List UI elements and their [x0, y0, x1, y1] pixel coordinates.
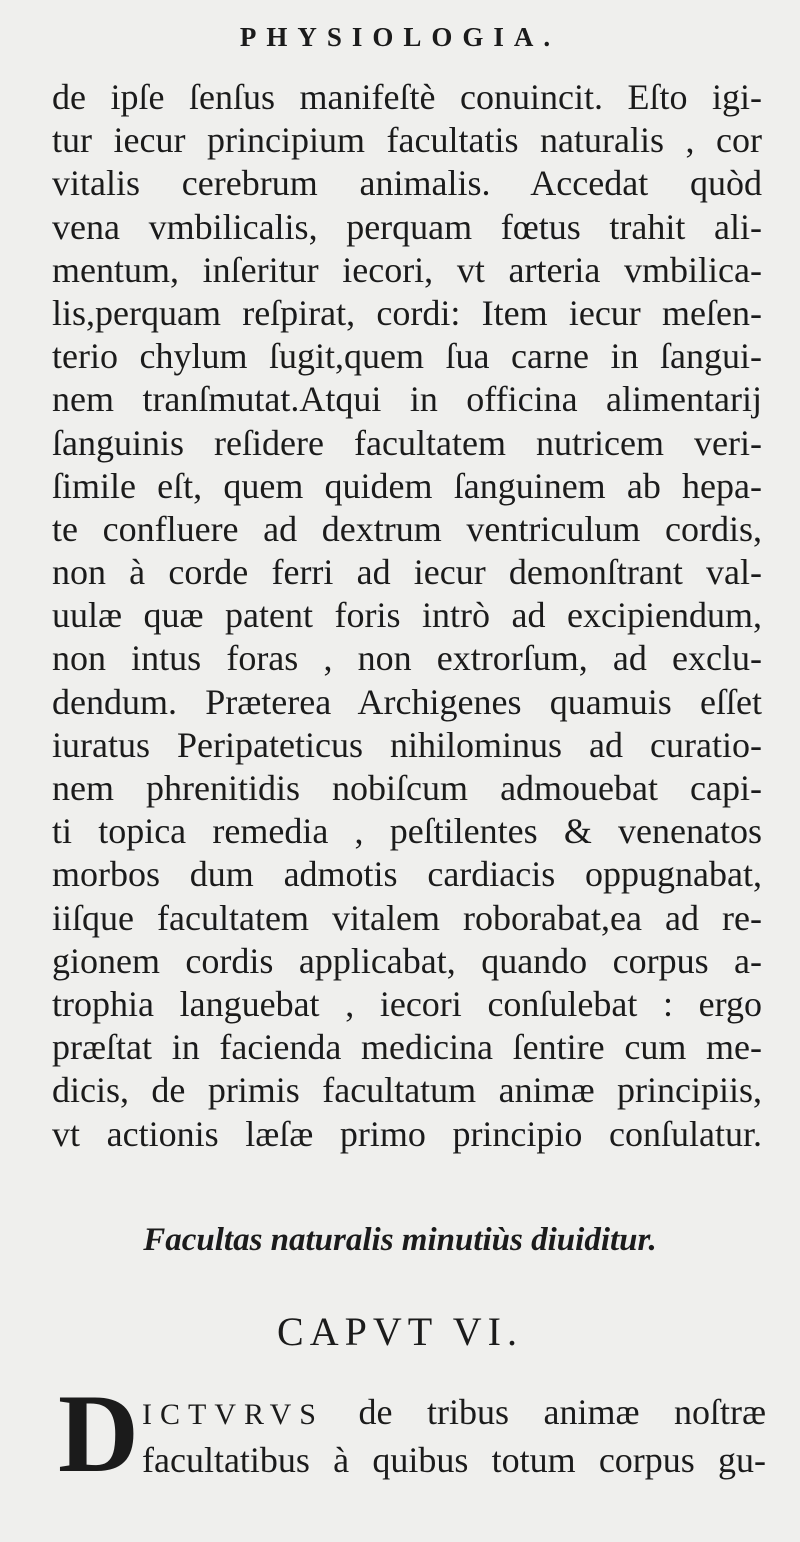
chapter-opening [58, 1372, 768, 1508]
text-line: non intus foras , non extrorſum, ad exclu- [52, 638, 762, 679]
running-head: PHYSIOLOGIA. [239, 22, 561, 52]
text-line: morbos dum admotis cardiacis oppugnabat, [52, 854, 762, 895]
body-text [52, 76, 762, 1156]
chapter-heading: CAPVT VI. [277, 1309, 523, 1354]
text-line: mentum, inſeritur iecori, vt arteria vmbilica- [52, 249, 762, 290]
text-line: iuratus Peripateticus nihilominus ad curatio- [52, 724, 762, 765]
text-line: lis,perquam reſpirat, cordi: Item iecur meſen- [52, 292, 762, 333]
text-line: non à corde ferri ad iecur demonſtrant val- [52, 552, 762, 593]
text-line: terio chylum ſugit,quem ſua carne in ſangui- [52, 336, 762, 377]
text-line: uulæ quæ patent foris intrò ad excipiendum, [52, 595, 762, 636]
text-line: iiſque facultatem vitalem roborabat,ea ad re- [52, 897, 762, 938]
text-line: vitalis cerebrum animalis. Accedat quòd [52, 163, 762, 204]
text-line: ſimile eſt, quem quidem ſanguinem ab hepa- [52, 465, 762, 506]
text-line: nem tranſmutat.Atqui in officina alimentarij [52, 379, 762, 420]
text-line: facultatibus à quibus totum corpus gu- [142, 1440, 766, 1480]
text-line: gionem cordis applicabat, quando corpus a- [52, 940, 762, 981]
chapter-opening-lines [142, 1388, 766, 1484]
text-line: de ipſe ſenſus manifeſtè conuincit. Eſto igi- [52, 77, 762, 117]
text-line: ſanguinis reſidere facultatem nutricem veri- [52, 422, 762, 463]
text-line [142, 1388, 766, 1436]
text-line: trophia languebat , iecori conſulebat : ergo [52, 983, 762, 1024]
text-line: dendum. Præterea Archigenes quamuis eſſet [52, 681, 762, 722]
text-line: vt actionis læſæ primo principio conſulatur. [52, 1113, 762, 1154]
small-caps-word: ICTVRVS [142, 1398, 324, 1431]
text-line: ti topica remedia , peſtilentes & venenatos [52, 811, 762, 852]
text-line: dicis, de primis facultatum animæ principiis, [52, 1070, 762, 1111]
section-subtitle: Facultas naturalis minutiùs diuiditur. [143, 1222, 657, 1258]
text-line: tur iecur principium facultatis naturalis , cor [52, 120, 762, 161]
text-line: præſtat in facienda medicina ſentire cum me- [52, 1027, 762, 1068]
text-line: vena vmbilicalis, perquam fœtus trahit ali- [52, 206, 762, 247]
text-line: nem phrenitidis nobiſcum admouebat capi- [52, 768, 762, 808]
text-line: te confluere ad dextrum ventriculum cordis, [52, 508, 762, 549]
line-rest: de tribus animæ noſtræ [358, 1392, 766, 1432]
drop-cap: D [58, 1372, 139, 1496]
